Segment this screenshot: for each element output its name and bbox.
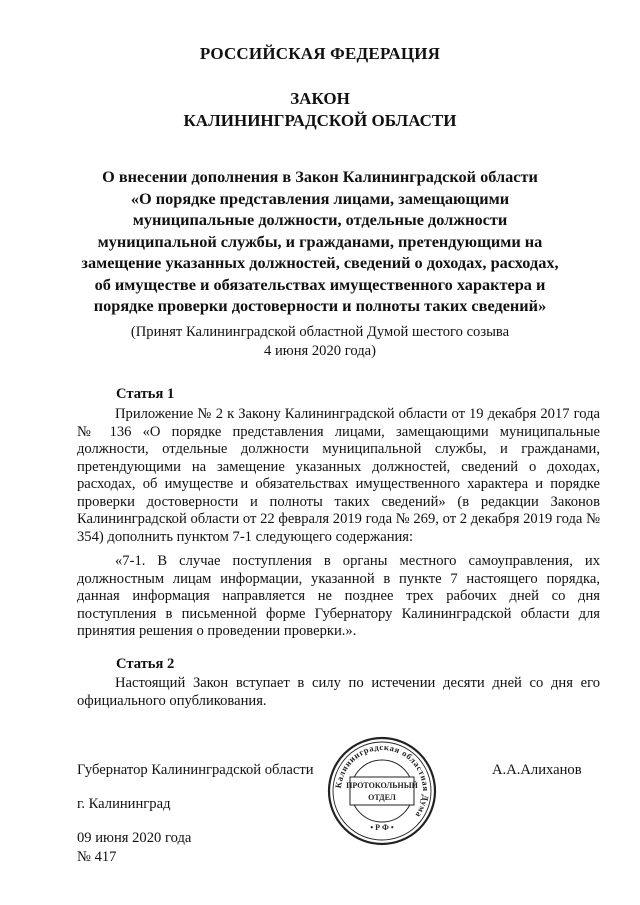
law-heading xyxy=(0,88,640,132)
governor-position: Губернатор Калининградской области xyxy=(77,762,314,778)
title-line: порядке проверки достоверности и полноты таких сведений» xyxy=(93,296,547,315)
title-line: об имуществе и обязательствах имущественного характера и xyxy=(94,274,546,294)
law-number: № 417 xyxy=(77,849,117,865)
seal-center-line-2: ОТДЕЛ xyxy=(368,793,396,802)
law-type: ЗАКОН xyxy=(290,89,350,108)
country-heading: РОССИЙСКАЯ ФЕДЕРАЦИЯ xyxy=(199,44,441,63)
signing-city: г. Калининград xyxy=(77,796,171,812)
seal-center-line-1: ПРОТОКОЛЬНЫЙ xyxy=(346,781,418,790)
governor-name: А.А.Алиханов xyxy=(492,762,582,778)
title-line: «О порядке представления лицами, замещающими xyxy=(130,188,510,208)
signing-date: 09 июня 2020 года xyxy=(77,830,192,846)
seal-ring-text: Калининградская областная Дума xyxy=(333,741,432,820)
law-title xyxy=(0,166,640,317)
article-1-text: Приложение № 2 к Закону Калининградской области от 19 декабря 2017 года № 136 «О порядке представления лицами, замещающими муниципальные должности, отдельные должности муниципальной службы, и гражданами, претендующими на замещение указанных должностей, сведений о доходах, расходах, об имуществе и обязательствах имущественного характера и порядке проверки достоверности и полноты таких сведений» (в редакции Законов Калининградской области от 22 февраля 2019 года № 269, от 2 декабря 2019 года № 354) дополнить пунктом 7-1 следующего содержания: xyxy=(77,406,600,545)
article-1-quote: «7-1. В случае поступления в органы местного самоуправления, их должностным лицам информации, указанной в пункте 7 настоящего порядка, данная информация направляется не позднее трех рабочих дней со дня поступления в письменной форме Губернатору Калининградской области для принятия решения о проведении проверки.». xyxy=(77,553,600,639)
law-region: КАЛИНИНГРАДСКОЙ ОБЛАСТИ xyxy=(183,111,457,130)
adoption-line: 4 июня 2020 года) xyxy=(264,343,376,359)
article-2-text: Настоящий Закон вступает в силу по истечении десяти дней со дня его официального опубликования. xyxy=(77,675,600,709)
title-line: муниципальной службы, и гражданами, претендующими на xyxy=(97,231,543,251)
title-line: муниципальные должности, отдельные должности xyxy=(132,210,508,229)
title-line: О внесении дополнения в Закон Калининградской области xyxy=(102,167,538,186)
seal-bottom-text: • Р Ф • xyxy=(370,823,394,832)
adoption-note xyxy=(0,323,640,361)
title-line: замещение указанных должностей, сведений о доходах, расходах, xyxy=(81,253,559,272)
article-1-heading: Статья 1 xyxy=(116,386,175,402)
article-2-heading: Статья 2 xyxy=(116,656,175,672)
adoption-line: (Принят Калининградской областной Думой шестого созыва xyxy=(130,324,510,340)
official-seal-stamp xyxy=(326,735,438,847)
